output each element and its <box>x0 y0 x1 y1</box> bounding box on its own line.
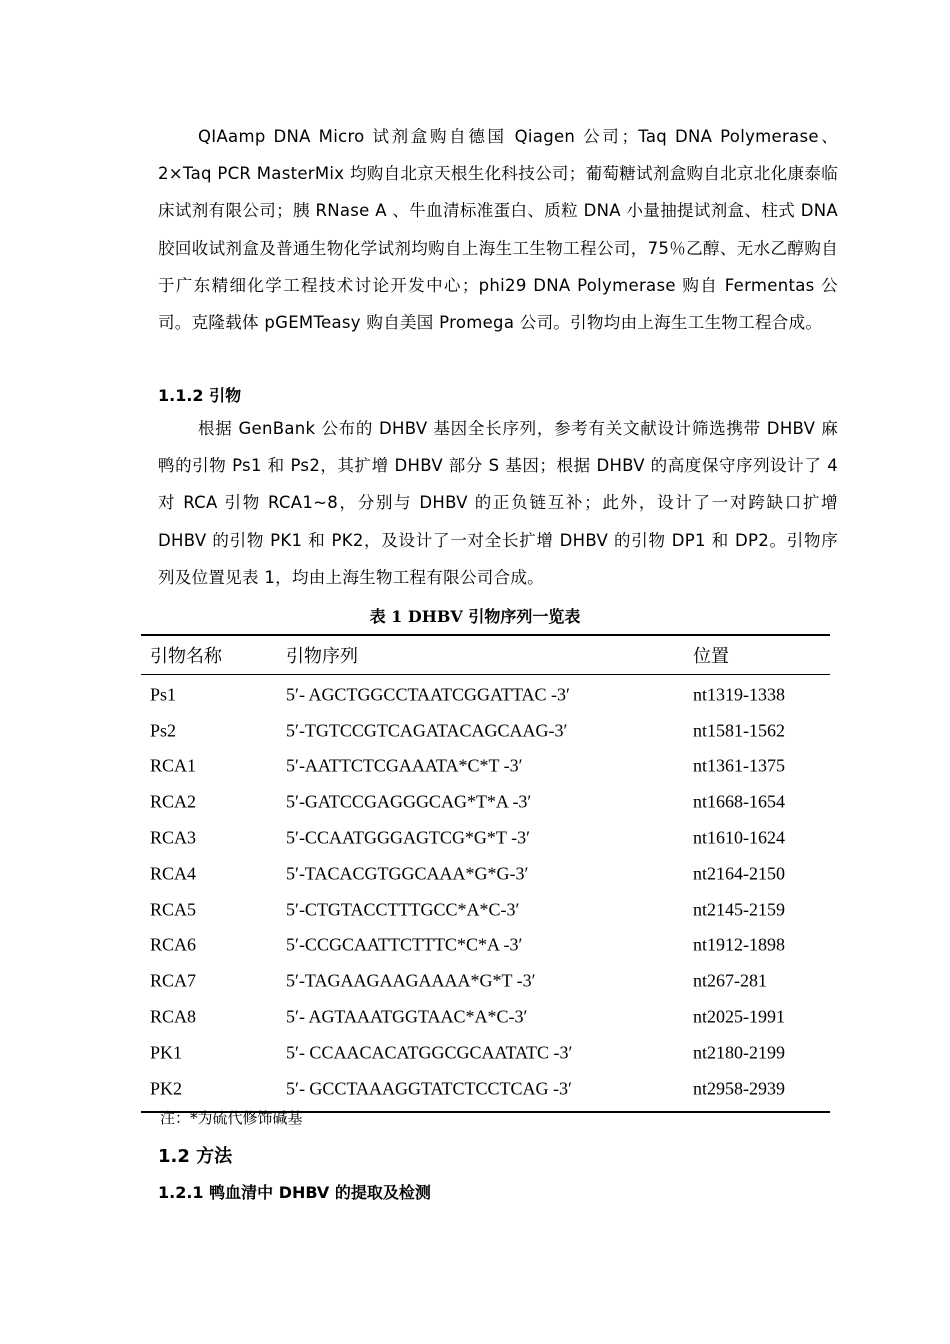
section-heading-1-2-1: 1.2.1 鸭血清中 DHBV 的提取及检测 <box>158 1183 431 1202</box>
primers-paragraph: 根据 GenBank 公布的 DHBV 基因全长序列，参考有关文献设计筛选携带 DHBV 麻鸭的引物 Ps1 和 Ps2，其扩增 DHBV 部分 S 基因；根据 DHBV 的高度保守序列设计了 4 对 RCA 引物 RCA1~8，分别与 DHBV 的正负链互补；此外，设计了一对跨缺口扩增 DHBV 的引物 PK1 和 PK2，及设计了一对全长扩增 DHBV 的引物 DP1 和 DP2。引物序列及位置见表 1，均由上海生物工程有限公司合成。 <box>158 419 838 587</box>
table-note: 注：*为硫代修饰碱基 <box>160 1109 303 1127</box>
primer-sequence: 5′-CTGTACCTTTGCC*A*C-3′ <box>286 899 520 920</box>
table-body <box>141 675 830 1111</box>
primer-name: Ps1 <box>150 684 177 705</box>
table-row <box>141 999 830 1035</box>
header-position: 位置 <box>693 646 729 667</box>
primer-sequence: 5′-AATTCTCGAAATA*C*T -3′ <box>286 755 523 776</box>
table-caption: 表 1 DHBV 引物序列一览表 <box>369 607 581 626</box>
section-heading-1-2: 1.2 方法 <box>158 1146 233 1167</box>
primer-position: nt1581-1562 <box>693 720 785 741</box>
primer-sequence: 5′-CCGCAATTCTTTC*C*A -3′ <box>286 934 523 955</box>
primer-position: nt1319-1338 <box>693 684 785 705</box>
table-row <box>141 963 830 999</box>
reagents-paragraph: QIAamp DNA Micro 试剂盒购自德国 Qiagen 公司；Taq DNA Polymerase、2×Taq PCR MasterMix 均购自北京天根生化科技公司；葡萄糖试剂盒购自北京北化康泰临床试剂有限公司；胰 RNase A 、牛血清标准蛋白、质粒 DNA 小量抽提试剂盒、柱式 DNA 胶回收试剂盒及普通生物化学试剂均购自上海生工生物工程公司，75％乙醇、无水乙醇购自于广东精细化学工程技术讨论开发中心；phi29 DNA Polymerase 购自 Fermentas 公司。克隆载体 pGEMTeasy 购自美国 Promega 公司。引物均由上海生工生物工程合成。 <box>158 127 838 333</box>
primer-sequence: 5′-TAGAAGAAGAAAA*G*T -3′ <box>286 970 536 991</box>
primer-position: nt2145-2159 <box>693 899 785 920</box>
primer-name: RCA6 <box>150 934 197 955</box>
primer-sequence: 5′-TACACGTGGCAAA*G*G-3′ <box>286 863 529 884</box>
primer-sequence: 5′- AGTAAATGGTAAC*A*C-3′ <box>286 1006 528 1027</box>
primer-position: nt2164-2150 <box>693 863 785 884</box>
table-row <box>141 856 830 892</box>
table-row <box>141 677 830 713</box>
primer-name: PK2 <box>150 1078 183 1099</box>
section-heading-1-1-2: 1.1.2 引物 <box>158 386 242 405</box>
primer-name: RCA2 <box>150 791 197 812</box>
table-row <box>141 749 830 785</box>
primer-position: nt1912-1898 <box>693 934 785 955</box>
table-row <box>141 820 830 856</box>
primer-sequence: 5′- AGCTGGCCTAATCGGATTAC -3′ <box>286 684 570 705</box>
primer-position: nt2025-1991 <box>693 1006 785 1027</box>
primer-position: nt1668-1654 <box>693 791 785 812</box>
primer-position: nt1361-1375 <box>693 755 785 776</box>
table-row <box>141 784 830 820</box>
primer-position: nt2958-2939 <box>693 1078 785 1099</box>
primer-name: RCA5 <box>150 899 197 920</box>
primer-name: PK1 <box>150 1042 183 1063</box>
primer-sequence: 5′- GCCTAAAGGTATCTCCTCAG -3′ <box>286 1078 572 1099</box>
primer-sequence: 5′- CCAACACATGGCGCAATATC -3′ <box>286 1042 573 1063</box>
table-row <box>141 1071 830 1107</box>
header-primer-name: 引物名称 <box>150 646 222 667</box>
primer-position: nt1610-1624 <box>693 827 785 848</box>
header-primer-sequence: 引物序列 <box>286 646 358 667</box>
table-row <box>141 928 830 964</box>
primer-sequence: 5′-TGTCCGTCAGATACAGCAAG-3′ <box>286 720 568 741</box>
primer-name: RCA3 <box>150 827 197 848</box>
primer-name: RCA8 <box>150 1006 197 1027</box>
table-row <box>141 1035 830 1071</box>
primer-name: RCA7 <box>150 970 197 991</box>
primer-position: nt2180-2199 <box>693 1042 785 1063</box>
table-row <box>141 713 830 749</box>
primer-position: nt267-281 <box>693 970 767 991</box>
primer-sequence: 5′-CCAATGGGAGTCG*G*T -3′ <box>286 827 531 848</box>
table-header-row <box>141 636 830 675</box>
primer-name: RCA1 <box>150 755 197 776</box>
primer-table <box>141 634 830 1113</box>
primer-sequence: 5′-GATCCGAGGGCAG*T*A -3′ <box>286 791 532 812</box>
primer-name: RCA4 <box>150 863 197 884</box>
table-row <box>141 892 830 928</box>
primer-name: Ps2 <box>150 720 177 741</box>
